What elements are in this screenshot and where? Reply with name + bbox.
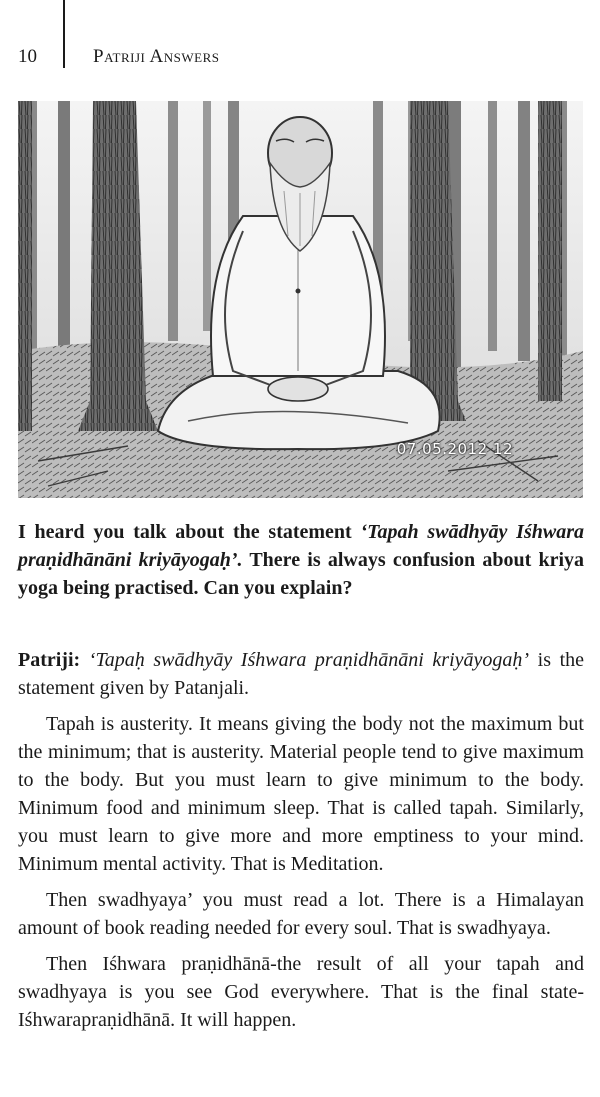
question-rest: There is always confusion about kriya yoga being practised. Can you explain? [18, 549, 584, 599]
answer-paragraph: Tapah is austerity. It means giving the body not the maximum but the minimum; that is austerity. Material people tend to give maximum to the body. But you must learn to give minimum to the body. Minimum food and minimum sleep. That is called tapah. Similarly, you must learn to give more and more emptiness to your mind. Minimum mental activity. That is Meditation. [18, 713, 584, 875]
answer-intro-rest: is the statement given by Patanjali. [18, 649, 585, 699]
header-divider [63, 0, 65, 68]
answer-intro-paragraph [18, 646, 584, 702]
photo-date-stamp: 07.05.2012 12 [396, 440, 513, 458]
question-lead: I heard you talk about the statement [18, 521, 361, 543]
answer-section [18, 646, 584, 1042]
page-number: 10 [18, 46, 37, 67]
question-text [18, 518, 584, 602]
question-quote: ‘Tapah swādhyāy Iśhwara praṇidhānāni kriyāyogaḥ’. [18, 521, 584, 571]
running-head: Patriji Answers [93, 46, 220, 67]
page-header [0, 0, 600, 80]
meditation-photo [18, 101, 583, 498]
answer-paragraph: Then Iśhwara praṇidhānā-the result of all your tapah and swadhyaya is you see God everywhere. That is the final state-Iśhwarapraṇidhānā. It will happen. [18, 953, 584, 1031]
photo-illustration [18, 101, 583, 498]
speaker-label: Patriji: [18, 649, 81, 671]
answer-quote: ‘Tapaḥ swādhyāy Iśhwara praṇidhānāni kriyāyogaḥ’ [88, 649, 530, 671]
answer-paragraph: Then swadhyaya’ you must read a lot. There is a Himalayan amount of book reading needed for every soul. That is swadhyaya. [18, 889, 584, 939]
